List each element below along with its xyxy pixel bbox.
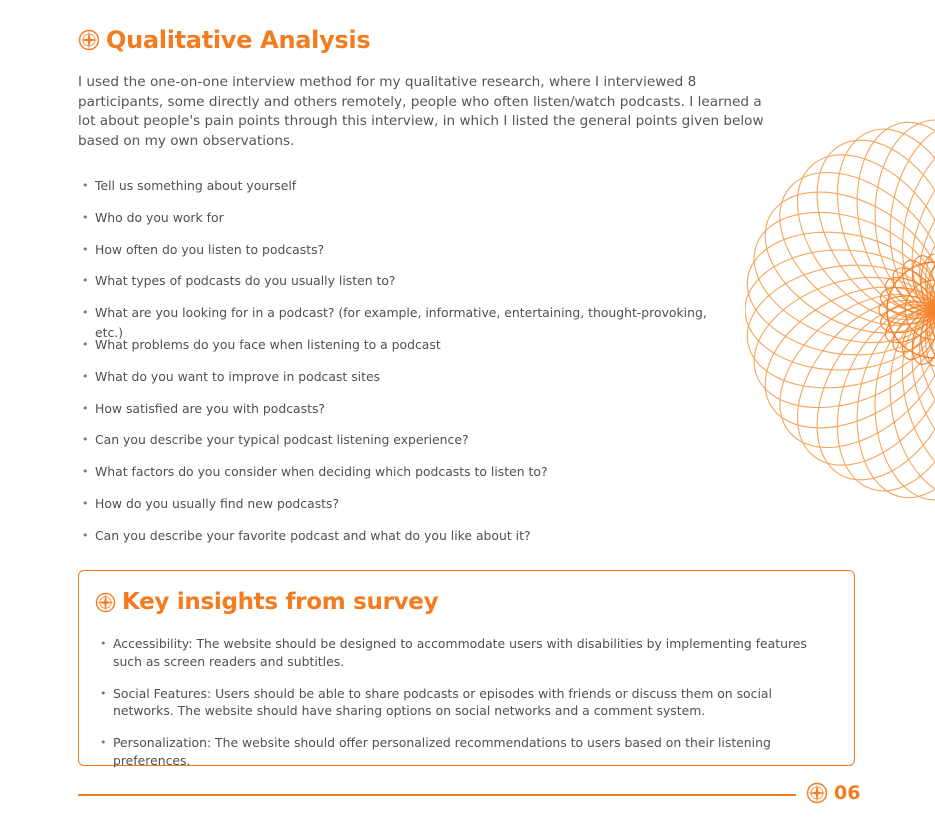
list-item: • What types of podcasts do you usually listen to? xyxy=(78,271,738,303)
list-item: • Tell us something about yourself xyxy=(78,176,738,208)
compass-icon xyxy=(95,592,116,613)
spiro-ring xyxy=(745,218,935,369)
section-heading-qualitative xyxy=(78,26,370,54)
insights-list xyxy=(96,635,831,784)
list-item: • Can you describe your typical podcast listening experience? xyxy=(78,430,738,462)
list-item: • What are you looking for in a podcast? (for example, informative, entertaining, thought-provoking, etc.) xyxy=(78,303,738,335)
section-heading-insights xyxy=(95,589,438,615)
list-item: • Personalization: The website should offer personalized recommendations to users based on their listening preferences. xyxy=(96,734,831,769)
page-number: 06 xyxy=(834,782,861,804)
key-insights-box xyxy=(78,570,855,766)
spiro-ring xyxy=(745,251,935,402)
list-item: • Accessibility: The website should be designed to accommodate users with disabilities by implementing features such as screen readers and subtitles. xyxy=(96,635,831,670)
page-title: Qualitative Analysis xyxy=(106,26,371,54)
decorative-spirograph xyxy=(745,118,935,503)
list-item: • Who do you work for xyxy=(78,208,738,240)
page-number-block xyxy=(806,782,860,804)
list-item: • How satisfied are you with podcasts? xyxy=(78,399,738,431)
list-item: • What do you want to improve in podcast sites xyxy=(78,367,738,399)
list-item: • What problems do you face when listening to a podcast xyxy=(78,335,738,367)
footer-divider xyxy=(78,794,796,796)
list-item: • Can you describe your favorite podcast and what do you like about it? xyxy=(78,526,738,558)
intro-paragraph: I used the one-on-one interview method for my qualitative research, where I interviewed 8 participants, some directly and others remotely, people who often listen/watch podcasts. I learned a lot about people's pain points through this interview, in which I listed the general points given below based on my own observations. xyxy=(78,74,764,149)
compass-icon xyxy=(78,29,100,51)
insights-title: Key insights from survey xyxy=(122,589,439,615)
list-item: • What factors do you consider when deciding which podcasts to listen to? xyxy=(78,462,738,494)
list-item: • Social Features: Users should be able to share podcasts or episodes with friends or discuss them on social networks. The website should have sharing options on social networks and a comment system. xyxy=(96,685,831,720)
interview-questions-list xyxy=(78,176,738,558)
list-item: • How often do you listen to podcasts? xyxy=(78,240,738,272)
compass-icon xyxy=(806,782,828,804)
list-item: • How do you usually find new podcasts? xyxy=(78,494,738,526)
